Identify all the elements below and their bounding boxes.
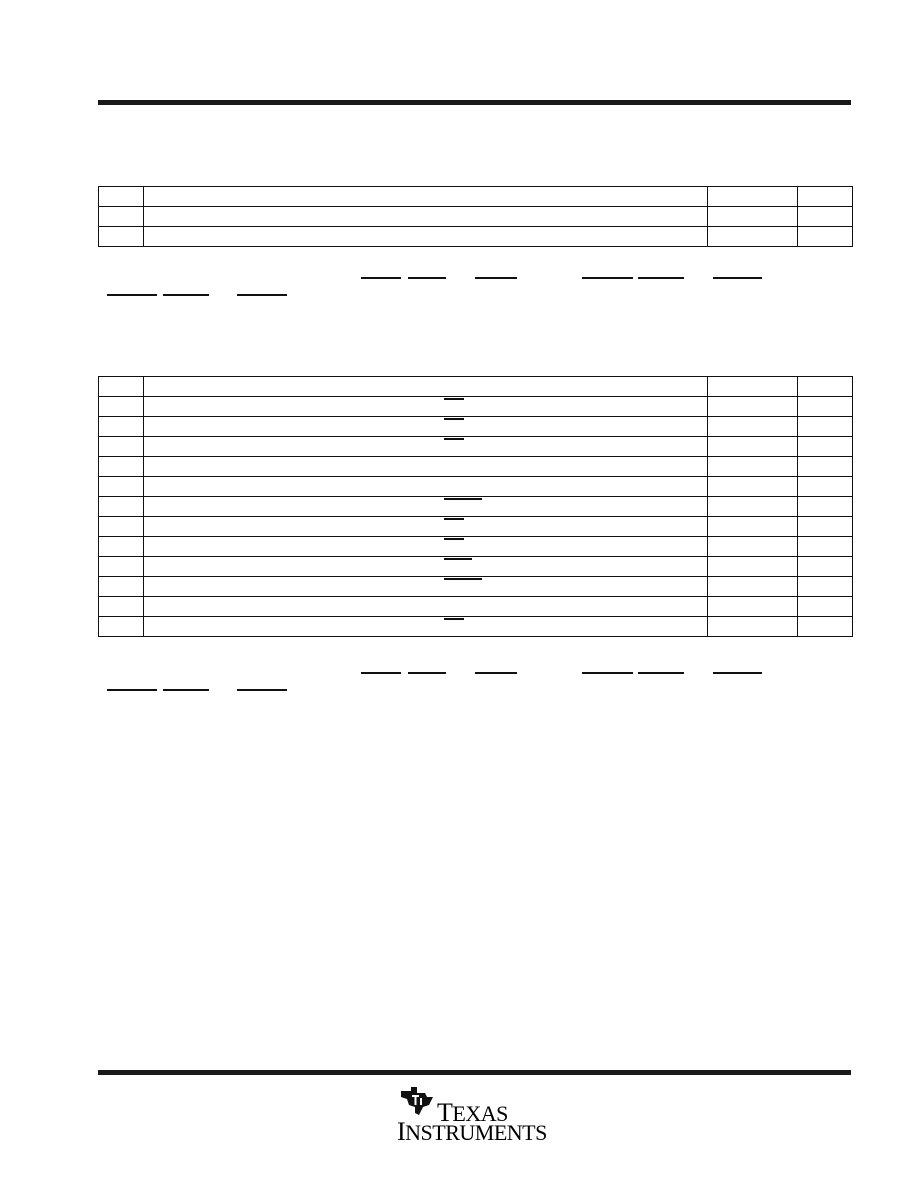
note-overline [475, 672, 517, 674]
table-row [99, 617, 853, 637]
table-row [99, 557, 853, 577]
note-overline [408, 672, 446, 674]
top-rule [98, 100, 851, 105]
note-overline [638, 277, 684, 279]
table-row [99, 227, 853, 247]
note-overline [582, 672, 633, 674]
note-overline [107, 689, 157, 691]
table-row [99, 577, 853, 597]
table-2 [98, 376, 853, 637]
overbar [444, 518, 464, 520]
note-overline [638, 672, 684, 674]
table-row [99, 457, 853, 477]
overbar [444, 578, 482, 580]
overbar [444, 558, 472, 560]
overbar [444, 498, 482, 500]
table-row [99, 397, 853, 417]
note-overline [713, 277, 762, 279]
table-row [99, 377, 853, 397]
table-row [99, 207, 853, 227]
table-row [99, 517, 853, 537]
logo-text-instruments: INSTRUMENTS [397, 1117, 547, 1146]
ti-chip-logo-icon [397, 1085, 437, 1119]
table-row [99, 187, 853, 207]
overbar [444, 398, 464, 400]
note-overline [163, 689, 209, 691]
logo-text-texas: TEXAS [437, 1098, 508, 1127]
overbar [444, 438, 464, 440]
note-overline [237, 294, 287, 296]
note-overline [163, 294, 209, 296]
note-overline [713, 672, 762, 674]
note-overline [408, 277, 446, 279]
table-row [99, 597, 853, 617]
note-overline [475, 277, 517, 279]
table-1 [98, 186, 853, 247]
table-row [99, 437, 853, 457]
note-overline [582, 277, 633, 279]
note-overline [237, 689, 287, 691]
overbar [444, 538, 464, 540]
overbar [444, 418, 464, 420]
note-overline [361, 277, 401, 279]
bottom-rule [98, 1070, 851, 1075]
table-row [99, 537, 853, 557]
table-row [99, 417, 853, 437]
overbar [444, 618, 464, 620]
table-row [99, 497, 853, 517]
note-overline [107, 294, 157, 296]
table-row [99, 477, 853, 497]
note-overline [361, 672, 401, 674]
texas-instruments-logo [397, 1085, 557, 1145]
